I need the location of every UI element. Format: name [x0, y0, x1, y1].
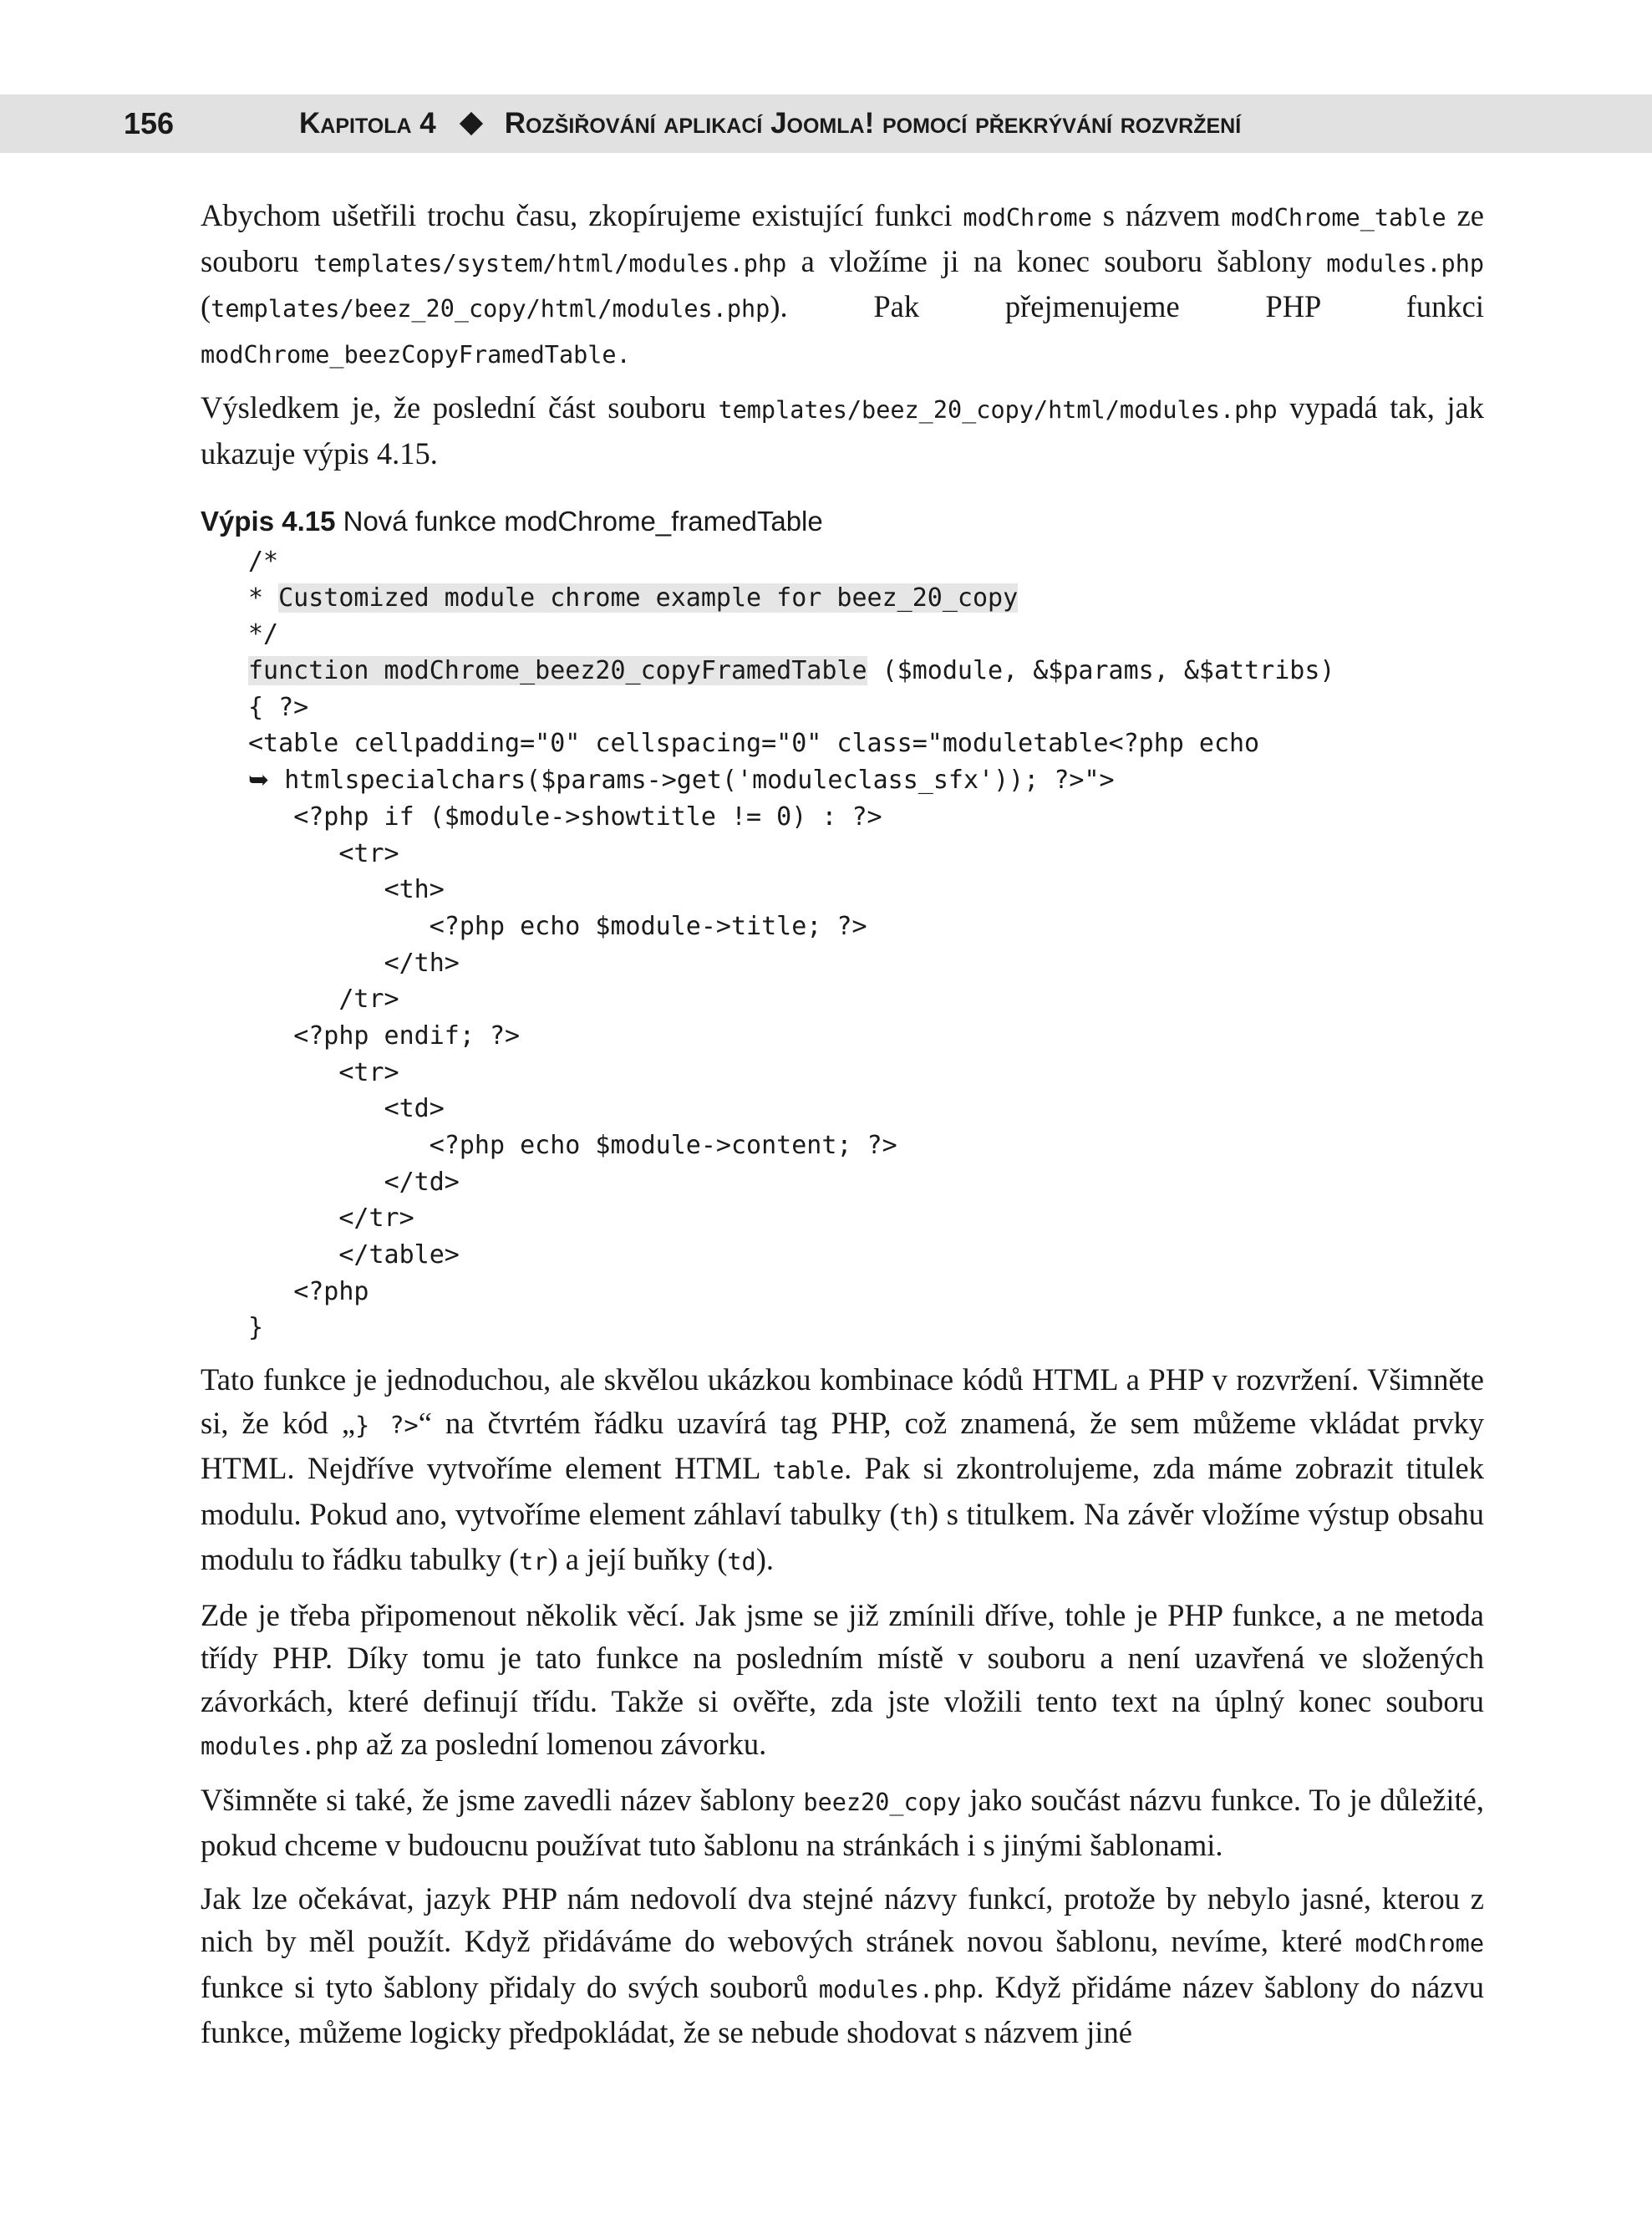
- text-run: funkce si tyto šablony přidaly do svých souborů: [201, 1969, 819, 2004]
- text-run: Jak lze očekávat, jazyk PHP nám nedovolí dva stejné názvy funkcí, protože by nebylo jasné, kterou z nich by měl použít. Když přidáváme do webových stránek novou šablonu, nevíme, které: [201, 1880, 1484, 1959]
- code-line: <table cellpadding="0" cellspacing="0" class="moduletable<?php echo: [248, 729, 1260, 759]
- chapter-label: Kapitola 4: [299, 107, 436, 140]
- code-line: */: [248, 619, 279, 649]
- code-line: /*: [248, 547, 279, 576]
- text-run: Tato funkce je jednoduchou, ale skvělou ukázkou kombinace kódů HTML a PHP v rozvržení. Všimněte si, že kód „: [201, 1362, 1484, 1440]
- text-run: až za poslední lomenou závorku.: [358, 1727, 767, 1762]
- paragraph: [201, 1877, 1484, 2054]
- code-line: /tr>: [338, 985, 399, 1015]
- highlighted-code: function modChrome_beez20_copyFramedTable: [248, 656, 867, 686]
- inline-code: table: [772, 1457, 845, 1485]
- listing-caption: [201, 503, 1484, 540]
- page-number: 156: [124, 106, 175, 140]
- chapter-title: Rozšiřování aplikací Joomla! pomocí překrývání rozvržení: [504, 107, 1242, 140]
- paragraph: [201, 386, 1484, 475]
- inline-code: templates/system/html/modules.php: [313, 249, 787, 277]
- code-line: <th>: [384, 875, 445, 905]
- inline-code: beez20_copy: [803, 1788, 962, 1816]
- text-run: Zde je třeba připomenout několik věcí. Jak jsme se již zmínili dříve, tohle je PHP funkce, a ne metoda třídy PHP. Díky tomu je tato funkce na posledním místě v souboru a není uzavřená ve složených závorkách, které definují třídu. Takže si ověřte, zda jste vložili tento text na úplný konec souboru: [201, 1597, 1484, 1718]
- highlighted-code: Customized module chrome example for beez_20_copy: [278, 583, 1019, 613]
- code-line: <?php if ($module->showtitle != 0) : ?>: [293, 802, 882, 832]
- paragraph: [201, 1594, 1484, 1769]
- running-head: [299, 106, 1241, 141]
- paragraph: [201, 1358, 1484, 1584]
- text-run: . Když přidáme název šablony do názvu funkce, můžeme logicky předpokládat, že se nebude shodovat s názvem jiné: [201, 1969, 1484, 2050]
- code-line: <?php endif; ?>: [293, 1020, 521, 1051]
- inline-code: modChrome_beezCopyFramedTable.: [201, 340, 631, 369]
- inline-code: modules.php: [818, 1975, 977, 2003]
- code-line: }: [248, 1313, 264, 1343]
- listing-label: Výpis 4.15: [201, 506, 336, 537]
- text-run: (: [201, 289, 211, 323]
- inline-code: modules.php: [1326, 249, 1485, 277]
- text-run: . Pak si zkontrolujeme, zda máme zobrazit titulek modulu. Pokud ano, vytvoříme element záhlaví tabulky (: [201, 1451, 1484, 1531]
- text-run: ). Pak přejmenujeme PHP funkci: [770, 289, 1484, 323]
- code-line: </th>: [384, 948, 460, 978]
- inline-code: th: [899, 1502, 928, 1530]
- inline-code: templates/beez_20_copy/html/modules.php: [211, 295, 770, 323]
- paragraph: [201, 194, 1484, 376]
- text-run: s názvem: [1091, 198, 1232, 232]
- text-run: jako součást názvu funkce. To je důležité, pokud chceme v budoucnu používat tuto šablonu na stránkách i s jinými šablonami.: [201, 1782, 1484, 1863]
- code-line: function modChrome_beez20_copyFramedTable ($module, &$params, &$attribs): [248, 656, 1335, 686]
- code-line: * Customized module chrome example for beez_20_copy: [248, 583, 1019, 613]
- code-listing: [248, 543, 1484, 1346]
- text-run: ).: [755, 1542, 774, 1577]
- code-line: </td>: [384, 1167, 460, 1197]
- text-run: ) a její buňky (: [547, 1542, 728, 1577]
- code-line: { ?>: [248, 692, 309, 722]
- text-run: Všimněte si také, že jsme zavedli název šablony: [201, 1782, 804, 1817]
- inline-code: } ?>: [355, 1411, 419, 1439]
- text-run: “ na čtvrtém řádku uzavírá tag PHP, což znamená, že sem můžeme vkládat prvky HTML. Nejdříve vytvoříme element HTML: [201, 1405, 1484, 1486]
- inline-code: modules.php: [201, 1733, 358, 1761]
- diamond-separator-icon: [460, 112, 483, 135]
- text-run: Abychom ušetřili trochu času, zkopírujeme existující funkci: [201, 198, 963, 232]
- text-run: ze souboru: [201, 198, 1484, 278]
- inline-code: modChrome_table: [1231, 204, 1446, 232]
- inline-code: templates/beez_20_copy/html/modules.php: [718, 396, 1278, 424]
- text-run: a vložíme ji na konec souboru šablony: [786, 243, 1327, 278]
- text-run: Výsledkem je, že poslední část souboru: [201, 390, 719, 425]
- code-line: <?php echo $module->title; ?>: [429, 911, 867, 941]
- code-line: </tr>: [338, 1204, 414, 1234]
- text-run: vypadá tak, jak ukazuje výpis 4.15.: [201, 390, 1484, 471]
- code-line: <td>: [384, 1094, 445, 1124]
- inline-code: modChrome: [1355, 1930, 1484, 1958]
- code-line: <tr>: [338, 838, 399, 868]
- text-run: ) s titulkem. Na závěr vložíme výstup obsahu modulu to řádku tabulky (: [201, 1496, 1484, 1577]
- page-body: [201, 194, 1484, 2064]
- code-line: <tr>: [338, 1057, 399, 1087]
- line-continuation-icon: ➥: [248, 766, 270, 796]
- code-line: ➥ htmlspecialchars($params->get('moduleclass_sfx')); ?>">: [248, 766, 1115, 796]
- listing-title: Nová funkce modChrome_framedTable: [343, 506, 823, 537]
- code-line: </table>: [338, 1240, 460, 1270]
- paragraph: [201, 1779, 1484, 1867]
- code-line: <?php: [293, 1276, 369, 1306]
- inline-code: td: [727, 1548, 756, 1576]
- code-line: <?php echo $module->content; ?>: [429, 1131, 897, 1160]
- inline-code: modChrome: [963, 204, 1092, 232]
- inline-code: tr: [519, 1548, 548, 1576]
